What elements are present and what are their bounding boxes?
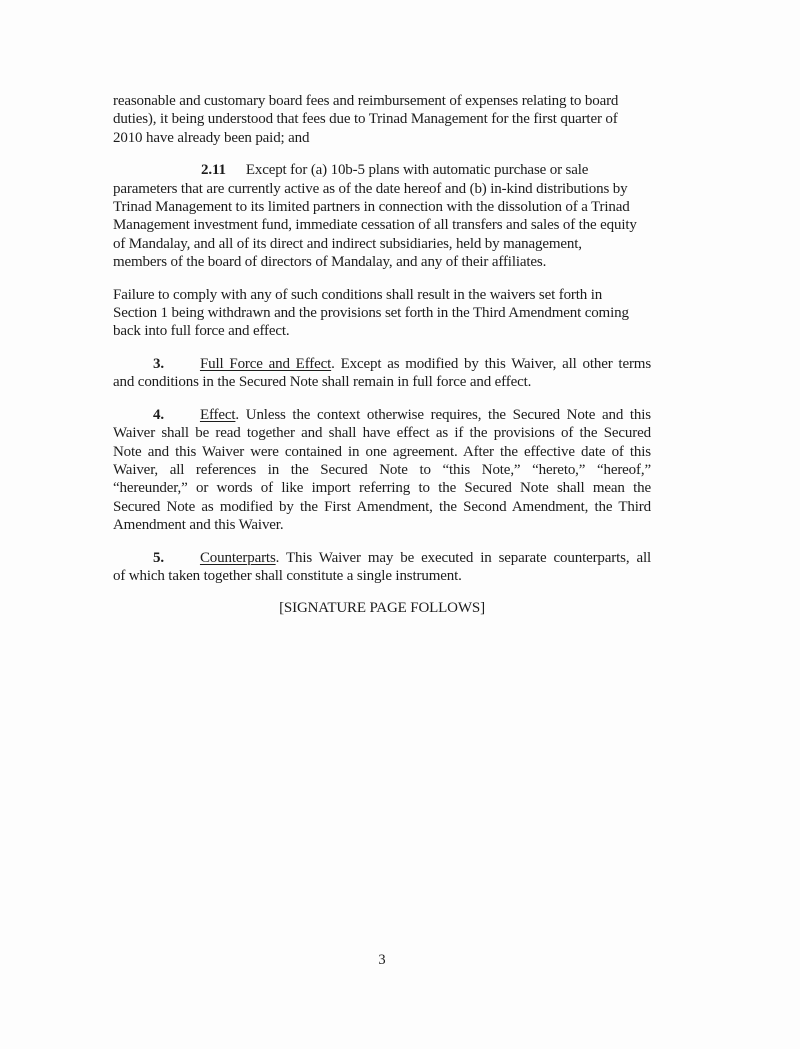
text-line: Secured Note as modified by the First Amendment, the Second Amendment, the Third [113, 498, 651, 515]
text-line: Note and this Waiver were contained in one agreement. After the effective date of this [113, 443, 651, 460]
text-line: Waiver shall be read together and shall have effect as if the provisions of the Secured [113, 425, 651, 442]
line-text: . This Waiver may be executed in separate counterparts, all [275, 549, 651, 566]
text-line: duties), it being understood that fees due to Trinad Management for the first quarter of [113, 111, 618, 128]
text-line [113, 92, 651, 110]
text-line [113, 406, 651, 424]
section-2-11 [113, 161, 651, 271]
page-number: 3 [378, 952, 386, 968]
text-line: back into full force and effect. [113, 323, 290, 340]
text-line: of Mandalay, and all of its direct and indirect subsidiaries, held by management, [113, 235, 582, 252]
text-line [113, 286, 651, 304]
text-line: “hereunder,” or words of like import referring to the Secured Note shall mean the [113, 480, 651, 497]
text-line: parameters that are currently active as of the date hereof and (b) in-kind distributions by [113, 180, 628, 197]
text-line: 2010 have already been paid; and [113, 129, 310, 146]
text-line: members of the board of directors of Mandalay, and any of their affiliates. [113, 254, 547, 271]
line-text: reasonable and customary board fees and reimbursement of expenses relating to board [113, 93, 619, 109]
section-number: 2.11 [201, 162, 226, 179]
line-text: . Unless the context otherwise requires, the Secured Note and this [235, 406, 651, 423]
signature-page-follows-line: [SIGNATURE PAGE FOLLOWS] [279, 600, 485, 617]
text-line [113, 355, 651, 373]
text-line: Section 1 being withdrawn and the provisions set forth in the Third Amendment coming [113, 305, 629, 322]
section-3-full-force-and-effect [113, 355, 651, 392]
section-heading: Full Force and Effect [199, 355, 332, 372]
section-heading: Effect [199, 406, 236, 423]
section-5-counterparts [113, 549, 651, 586]
text-line: and conditions in the Secured Note shall remain in full force and effect. [113, 374, 532, 391]
document-body [113, 92, 651, 618]
section-number: 3. [153, 355, 164, 372]
section-4-effect [113, 406, 651, 535]
text-line: of which taken together shall constitute a single instrument. [113, 567, 462, 584]
text-line [113, 549, 651, 567]
line-text: Except for (a) 10b-5 plans with automatic purchase or sale [245, 162, 589, 179]
text-line: Amendment and this Waiver. [113, 517, 284, 534]
text-line: Management investment fund, immediate cessation of all transfers and sales of the equity [113, 217, 637, 234]
text-line [113, 161, 651, 179]
text-line: Trinad Management to its limited partners in connection with the dissolution of a Trinad [113, 199, 630, 216]
section-number: 5. [153, 549, 164, 566]
line-text: Failure to comply with any of such conditions shall result in the waivers set forth in [113, 286, 603, 303]
paragraph-continuation [113, 92, 651, 147]
line-text: . Except as modified by this Waiver, all other terms [331, 355, 652, 372]
paragraph-failure-to-comply [113, 286, 651, 341]
text-line: Waiver, all references in the Secured Note to “this Note,” “hereto,” “hereof,” [113, 461, 651, 478]
section-number: 4. [153, 406, 164, 423]
section-heading: Counterparts [199, 549, 276, 566]
